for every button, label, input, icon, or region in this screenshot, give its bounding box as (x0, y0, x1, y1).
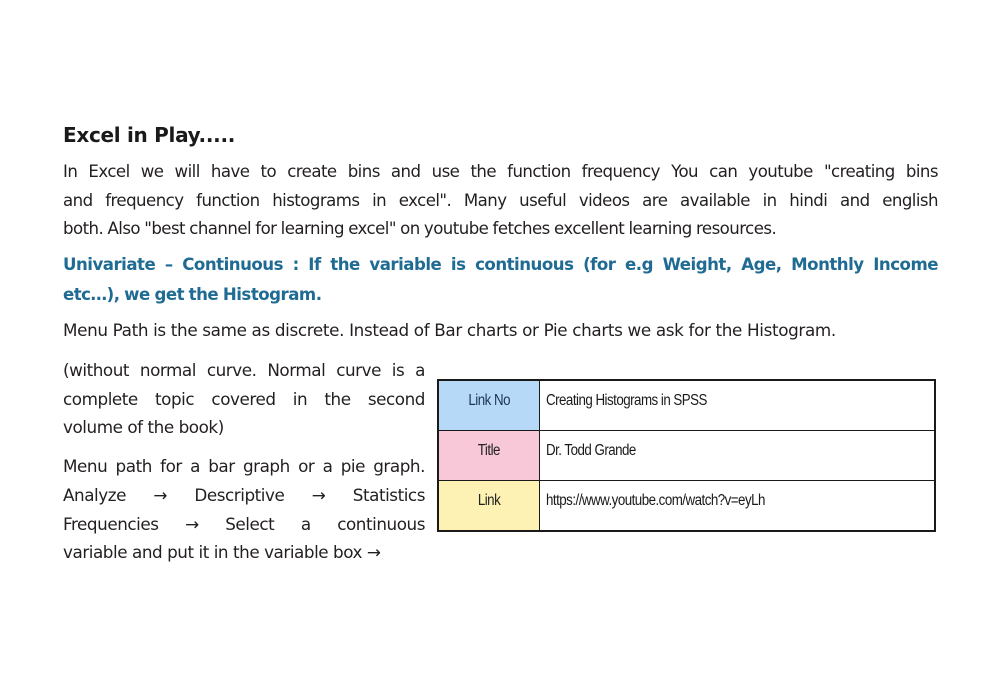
left-column-text (63, 356, 425, 567)
subheading-line: etc…), we get the Histogram. (63, 285, 322, 305)
menu-line: variable and put it in the variable box → (63, 542, 381, 563)
document-page (63, 118, 938, 345)
intro-line: and frequency function histograms in excel". Many useful videos are available in hindi and english (63, 190, 938, 210)
table-row-title (438, 431, 935, 481)
menu-line: Frequencies → Select a continuous (63, 513, 425, 534)
section-heading: Excel in Play..... (63, 123, 236, 147)
menu-line: Menu path for a bar graph or a pie graph. (63, 456, 425, 477)
note-line: volume of the book) (63, 417, 224, 438)
menu-path-instructions (63, 452, 425, 567)
normal-curve-note (63, 356, 425, 442)
video-link-table (437, 379, 936, 532)
intro-line: In Excel we will have to create bins and use the function frequency You can youtube "creating bins (63, 162, 938, 181)
menu-path-paragraph: Menu Path is the same as discrete. Instead of Bar charts or Pie charts we ask for the Histogram. (63, 320, 836, 341)
label-link-no: Link No (438, 380, 540, 431)
label-title: Title (438, 431, 540, 481)
value-author: Dr. Todd Grande (540, 431, 936, 481)
label-link: Link (438, 481, 540, 532)
subheading-univariate-continuous (63, 250, 938, 310)
value-youtube-url[interactable] (540, 481, 936, 532)
subheading-line: Univariate – Continuous : If the variable is continuous (for e.g Weight, Age, Monthly Income (63, 255, 938, 275)
value-video-title: Creating Histograms in SPSS (540, 380, 936, 431)
table-row-link (438, 481, 935, 532)
table-row-link-no (438, 380, 935, 431)
intro-paragraph (63, 158, 938, 244)
note-line: (without normal curve. Normal curve is a (63, 360, 425, 380)
menu-line: Analyze → Descriptive → Statistics (63, 484, 425, 505)
youtube-link[interactable]: https://www.youtube.com/watch?v=eyLh (546, 492, 765, 509)
intro-line: both. Also "best channel for learning excel" on youtube fetches excellent learning resources. (63, 219, 777, 239)
note-line: complete topic covered in the second (63, 388, 425, 409)
